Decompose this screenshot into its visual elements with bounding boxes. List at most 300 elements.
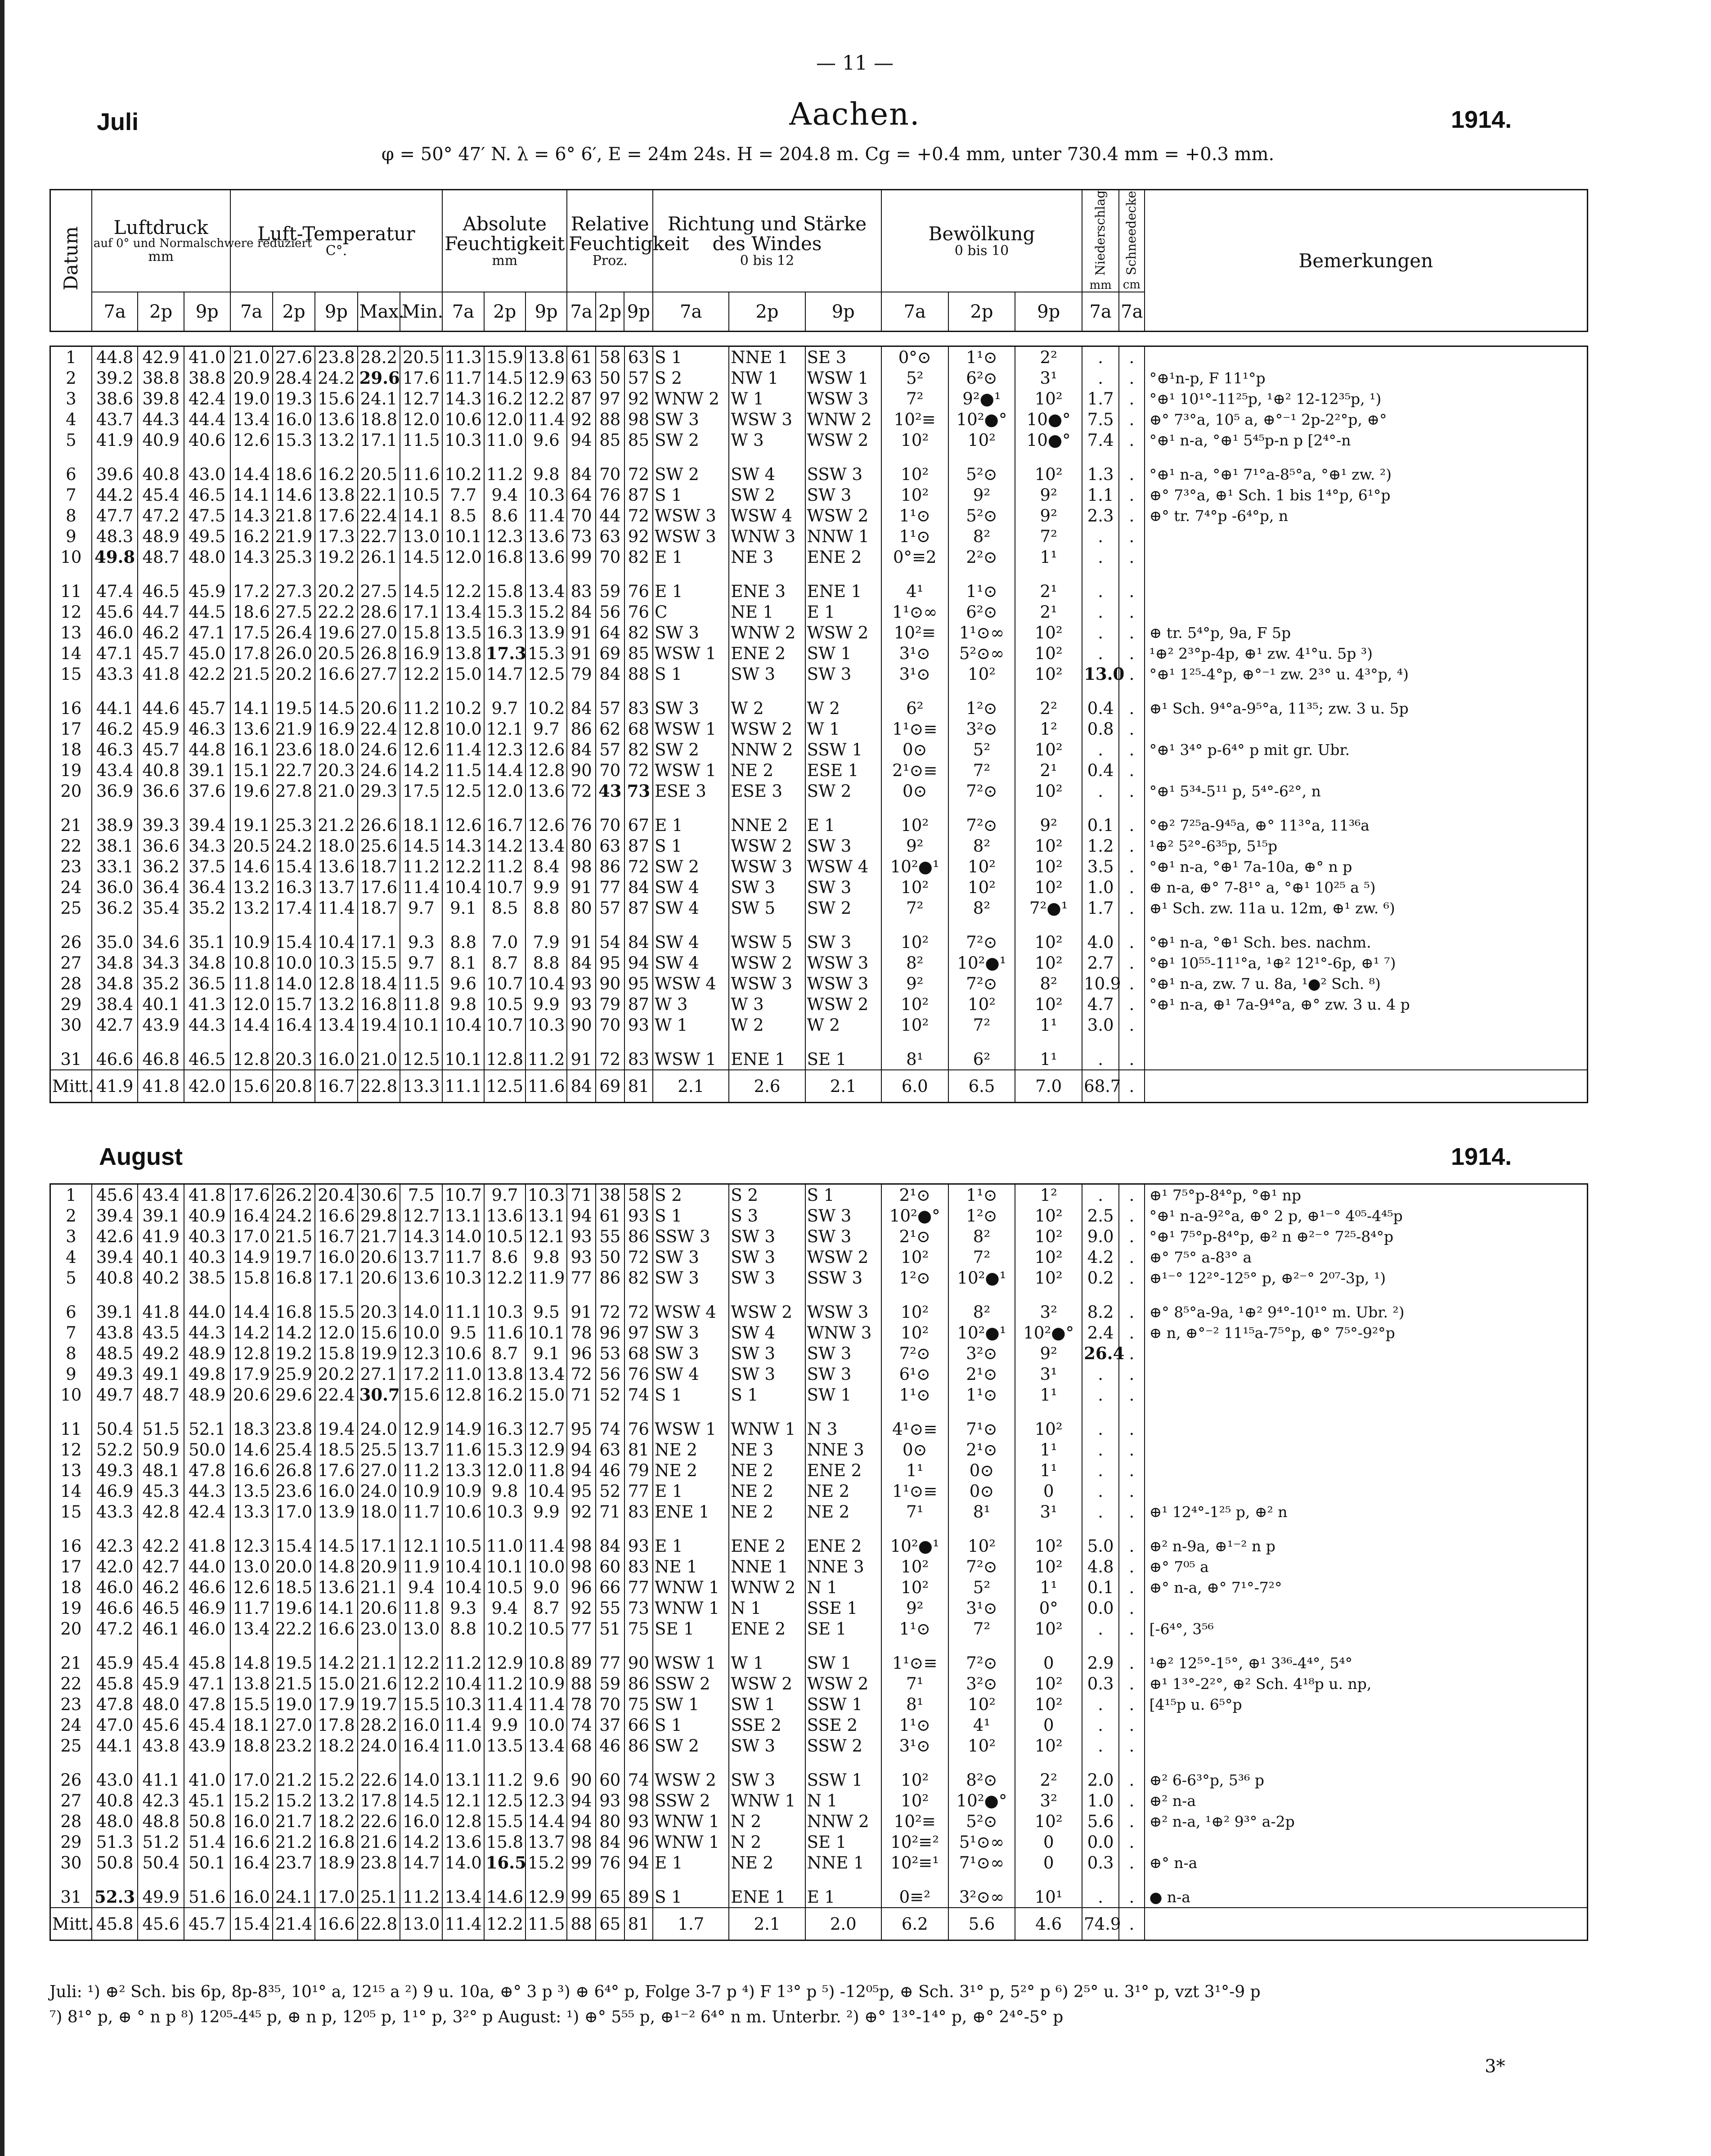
table-cell: 1¹⊙ — [948, 1184, 1015, 1206]
table-cell: 70 — [596, 1015, 624, 1035]
table-cell: 34.3 — [184, 835, 230, 856]
spacer-cell — [729, 1288, 805, 1302]
table-cell: 1¹⊙≡ — [881, 1481, 948, 1501]
table-cell: 2² — [1015, 346, 1082, 368]
table-cell: 10.4 — [525, 973, 567, 994]
table-cell: 20.6 — [230, 1384, 273, 1405]
table-cell: 76 — [596, 485, 624, 505]
table-cell: 16.3 — [484, 622, 525, 643]
table-cell: 10² — [1015, 739, 1082, 760]
spacer-cell — [805, 1405, 881, 1419]
table-cell: 9.9 — [525, 1501, 567, 1522]
table-cell: 25.3 — [273, 547, 315, 567]
table-cell: 46.3 — [92, 739, 138, 760]
table-cell: 10² — [881, 1770, 948, 1790]
table-cell: 66 — [596, 1577, 624, 1598]
table-cell: 8.5 — [442, 505, 484, 526]
table-cell: 22 — [50, 1673, 92, 1694]
mean-cell: 4.6 — [1015, 1908, 1082, 1940]
table-cell: 23.8 — [358, 1852, 400, 1873]
mean-cell: 6.2 — [881, 1908, 948, 1940]
table-cell: 72 — [567, 1364, 596, 1384]
table-cell: 35.2 — [138, 973, 184, 994]
table-cell: 48.0 — [92, 1811, 138, 1832]
table-cell: 0.1 — [1082, 815, 1119, 835]
table-cell: 44.8 — [92, 346, 138, 368]
table-cell: 18.5 — [315, 1439, 357, 1460]
table-cell: 11.7 — [442, 368, 484, 388]
table-cell: 12.3 — [400, 1343, 442, 1364]
table-cell: 19.3 — [273, 388, 315, 409]
table-cell: 98 — [567, 856, 596, 877]
table-row — [50, 1460, 1588, 1481]
table-cell: S 1 — [653, 835, 729, 856]
table-row — [50, 1267, 1588, 1288]
table-cell: 15.2 — [315, 1770, 357, 1790]
mean-cell: 2.6 — [729, 1070, 805, 1103]
table-cell: 14.1 — [230, 485, 273, 505]
table-cell: 12.2 — [400, 1653, 442, 1673]
table-cell: 20.5 — [315, 643, 357, 664]
table-cell: SSE 2 — [805, 1715, 881, 1735]
table-cell: 38.5 — [184, 1267, 230, 1288]
table-cell: ⊕° 7³°a, ⊕¹ Sch. 1 bis 1⁴°p, 6¹°p — [1145, 485, 1588, 505]
spacer-cell — [881, 1405, 948, 1419]
table-cell: 10² — [881, 1247, 948, 1267]
table-cell: ESE 1 — [805, 760, 881, 781]
table-cell: WSW 3 — [805, 388, 881, 409]
spacer-cell — [184, 1873, 230, 1886]
table-cell: 64 — [596, 622, 624, 643]
table-cell: 15.5 — [484, 1811, 525, 1832]
table-cell: 41.8 — [138, 664, 184, 684]
table-cell: WSW 1 — [653, 1653, 729, 1673]
spacer-cell — [805, 1873, 881, 1886]
table-cell: 7.4 — [1082, 430, 1119, 450]
table-cell: 59 — [596, 1673, 624, 1694]
table-cell: 48.9 — [184, 1343, 230, 1364]
table-cell: 27.8 — [273, 781, 315, 801]
table-cell: SW 3 — [729, 1343, 805, 1364]
table-cell: 3²⊙ — [948, 1673, 1015, 1694]
table-cell: 12.0 — [484, 1460, 525, 1481]
table-cell: 44.3 — [184, 1322, 230, 1343]
table-cell: 10.4 — [315, 932, 357, 952]
table-cell: 47.4 — [92, 581, 138, 602]
table-row — [50, 994, 1588, 1015]
table-cell: 15.1 — [230, 760, 273, 781]
table-cell: 14.5 — [315, 698, 357, 719]
table-cell: 35.0 — [92, 932, 138, 952]
table-cell: 20.2 — [315, 581, 357, 602]
table-row — [50, 1247, 1588, 1267]
table-cell: 10.1 — [442, 1049, 484, 1070]
table-cell: 13.8 — [230, 1673, 273, 1694]
table-cell: 2¹⊙ — [948, 1364, 1015, 1384]
mean-cell: 12.5 — [484, 1070, 525, 1103]
table-cell: 72 — [596, 1049, 624, 1070]
col-2p: 2p — [729, 292, 805, 332]
table-cell: 10.5 — [525, 1618, 567, 1639]
table-cell: 10.6 — [442, 1343, 484, 1364]
table-cell: E 1 — [653, 581, 729, 602]
table-cell: 1 — [50, 346, 92, 368]
table-cell: S 1 — [653, 1886, 729, 1908]
table-cell: 15.2 — [230, 1790, 273, 1811]
table-cell: WSW 2 — [653, 1770, 729, 1790]
spacer-cell — [442, 1522, 484, 1536]
table-cell: ENE 1 — [653, 1501, 729, 1522]
mean-cell: 69 — [596, 1070, 624, 1103]
footnote-line: ⁷) 8¹° p, ⊕ ° n p ⁸) 12⁰⁵-4⁴⁵ p, ⊕ n p, 12⁰⁵ p, 1¹° p, 3²° p August: ¹) ⊕° 5⁵⁵ p, ⊕¹⁻² 6⁴° n m. Unterbr. ²) ⊕° 1³°-1⁴° p, ⊕° 2⁴°-5° p — [49, 2008, 1064, 2026]
table-cell: 13 — [50, 622, 92, 643]
table-cell: 11.4 — [442, 739, 484, 760]
table-cell: 43.4 — [138, 1184, 184, 1206]
table-cell: 2.3 — [1082, 505, 1119, 526]
spacer-cell — [624, 918, 653, 932]
table-cell: 12.1 — [442, 1790, 484, 1811]
table-row — [50, 1439, 1588, 1460]
spacer-cell — [948, 1522, 1015, 1536]
table-cell: SW 1 — [805, 643, 881, 664]
spacer-cell — [50, 1756, 92, 1770]
table-cell: 22.2 — [315, 602, 357, 622]
mean-cell: 11.5 — [525, 1908, 567, 1940]
table-cell: 70 — [596, 760, 624, 781]
table-cell: 14.5 — [400, 835, 442, 856]
table-cell: WSW 2 — [805, 1673, 881, 1694]
table-cell: 2 — [50, 1205, 92, 1226]
table-cell: 83 — [624, 698, 653, 719]
table-cell: SW 2 — [729, 485, 805, 505]
table-cell: 46.2 — [92, 719, 138, 739]
table-cell: 43.9 — [184, 1735, 230, 1756]
table-cell: 1.1 — [1082, 485, 1119, 505]
table-cell: 21.1 — [358, 1653, 400, 1673]
spacer-cell — [315, 918, 357, 932]
spacer-cell — [484, 1405, 525, 1419]
header-absolute-feuchtigkeit: Absolute Feuchtigkeit mm — [442, 190, 567, 292]
table-cell: SSW 3 — [653, 1226, 729, 1247]
spacer-cell — [881, 1756, 948, 1770]
table-cell: . — [1082, 581, 1119, 602]
table-cell: . — [1082, 1618, 1119, 1639]
table-cell: . — [1119, 760, 1144, 781]
table-cell: 10.6 — [442, 409, 484, 430]
spacer-cell — [624, 1522, 653, 1536]
table-cell: 12.2 — [400, 664, 442, 684]
table-cell: . — [1119, 1556, 1144, 1577]
table-cell: 41.1 — [138, 1770, 184, 1790]
table-cell: 12.0 — [484, 409, 525, 430]
table-cell: 84 — [567, 602, 596, 622]
table-cell: 27 — [50, 952, 92, 973]
year-label: 1914. — [1451, 1143, 1512, 1170]
juli-data-table — [49, 346, 1588, 1103]
table-cell: 15.6 — [400, 1384, 442, 1405]
spacer-cell — [184, 1405, 230, 1419]
spacer-cell — [315, 450, 357, 464]
table-cell: 94 — [567, 1460, 596, 1481]
spacer-cell — [525, 1035, 567, 1049]
table-cell: 16.0 — [400, 1811, 442, 1832]
table-row — [50, 781, 1588, 801]
table-cell: 10.5 — [484, 1226, 525, 1247]
table-cell: 17.1 — [358, 430, 400, 450]
table-cell: 14.2 — [484, 835, 525, 856]
table-cell: °⊕¹ n-a, °⊕¹ Sch. bes. nachm. — [1145, 932, 1588, 952]
table-cell: 15.9 — [484, 346, 525, 368]
spacer-cell — [400, 1873, 442, 1886]
table-cell: . — [1082, 1886, 1119, 1908]
table-cell: 17 — [50, 719, 92, 739]
table-cell: SSE 1 — [805, 1598, 881, 1618]
table-cell: 84 — [624, 932, 653, 952]
spacer-cell — [1082, 1405, 1119, 1419]
table-cell: . — [1119, 856, 1144, 877]
spacer-cell — [1015, 1405, 1082, 1419]
table-cell: 46.0 — [92, 1577, 138, 1598]
table-cell: 7²⊙ — [881, 1343, 948, 1364]
table-cell: 10²≡² — [881, 1832, 948, 1852]
table-cell: 8.6 — [484, 1247, 525, 1267]
table-cell: 3² — [1015, 1302, 1082, 1322]
table-cell: 2.4 — [1082, 1322, 1119, 1343]
mean-cell: 81 — [624, 1908, 653, 1940]
table-cell: 7²⊙ — [948, 1556, 1015, 1577]
table-cell: 7²⊙ — [948, 1653, 1015, 1673]
table-cell: SW 2 — [653, 430, 729, 450]
table-cell: 43.8 — [138, 1735, 184, 1756]
spacer-cell — [948, 1873, 1015, 1886]
spacer-cell — [624, 684, 653, 698]
table-cell: WNW 1 — [653, 1811, 729, 1832]
table-cell: 42.9 — [138, 346, 184, 368]
table-cell: 17.6 — [315, 1460, 357, 1481]
table-cell: 11.9 — [400, 1556, 442, 1577]
spacer-cell — [184, 1288, 230, 1302]
table-cell: 39.4 — [184, 815, 230, 835]
mean-cell: 16.6 — [315, 1908, 357, 1940]
table-cell: 70 — [596, 1694, 624, 1715]
table-cell: 20.2 — [315, 1364, 357, 1384]
table-cell: 10.7 — [484, 973, 525, 994]
table-cell: 17.0 — [273, 1501, 315, 1522]
table-cell: 46.9 — [184, 1598, 230, 1618]
page-number: — 11 — — [816, 52, 894, 75]
mean-cell: 45.7 — [184, 1908, 230, 1940]
table-cell: 45.4 — [138, 1653, 184, 1673]
spacer-cell — [92, 1035, 138, 1049]
spacer-cell — [273, 567, 315, 581]
mean-cell: 41.9 — [92, 1070, 138, 1103]
table-cell: 18.2 — [315, 1811, 357, 1832]
mean-cell: Mitt. — [50, 1908, 92, 1940]
table-cell: 9.7 — [400, 898, 442, 918]
table-cell: 13.4 — [230, 1618, 273, 1639]
table-cell: . — [1119, 1598, 1144, 1618]
table-cell: SW 1 — [653, 1694, 729, 1715]
table-cell: 19.6 — [273, 1598, 315, 1618]
spacer-cell — [92, 1522, 138, 1536]
table-cell: 13.6 — [525, 781, 567, 801]
table-cell: 17.5 — [400, 781, 442, 801]
table-cell: . — [1119, 388, 1144, 409]
table-cell: 59 — [596, 581, 624, 602]
table-cell: 26 — [50, 1770, 92, 1790]
mean-cell: 15.4 — [230, 1908, 273, 1940]
table-cell: 26.1 — [358, 547, 400, 567]
spacer-cell — [805, 450, 881, 464]
spacer-cell — [50, 450, 92, 464]
table-cell: 10²●¹ — [948, 1267, 1015, 1288]
table-cell: 16.0 — [230, 1811, 273, 1832]
table-cell: 12.8 — [525, 760, 567, 781]
table-cell: 86 — [624, 1735, 653, 1756]
table-cell: 14.0 — [400, 1302, 442, 1322]
table-cell: 3 — [50, 1226, 92, 1247]
spacer-cell — [1145, 450, 1588, 464]
table-cell: 17.1 — [315, 1267, 357, 1288]
spacer-cell — [881, 1873, 948, 1886]
table-row — [50, 1049, 1588, 1070]
spacer-cell — [624, 1639, 653, 1653]
spacer-cell — [442, 684, 484, 698]
table-cell: 81 — [624, 1439, 653, 1460]
table-row — [50, 1015, 1588, 1035]
table-cell: SSW 1 — [805, 1694, 881, 1715]
table-row — [50, 1673, 1588, 1694]
august-data-table — [49, 1183, 1588, 1941]
table-cell: 20.5 — [400, 346, 442, 368]
table-cell: 18.0 — [358, 1501, 400, 1522]
table-cell: . — [1119, 1536, 1144, 1556]
table-cell: 13.5 — [230, 1481, 273, 1501]
table-cell: ENE 2 — [805, 1536, 881, 1556]
spacer-cell — [948, 1288, 1015, 1302]
table-cell: 13.2 — [230, 898, 273, 918]
table-cell: 47.1 — [92, 643, 138, 664]
table-cell: 1.7 — [1082, 898, 1119, 918]
spacer-cell — [400, 1522, 442, 1536]
table-cell: SW 4 — [729, 1322, 805, 1343]
table-cell: °⊕¹ n-a, °⊕¹ 7a-10a, ⊕° n p — [1145, 856, 1588, 877]
table-cell: 10² — [881, 464, 948, 485]
table-cell: 2¹ — [1015, 581, 1082, 602]
table-cell: 7² — [948, 1247, 1015, 1267]
table-cell: 13.1 — [442, 1205, 484, 1226]
table-cell: 14.5 — [315, 1536, 357, 1556]
table-cell: 88 — [624, 664, 653, 684]
table-cell: 30.6 — [358, 1184, 400, 1206]
table-cell: 45.7 — [138, 739, 184, 760]
table-cell: 84 — [596, 1536, 624, 1556]
footnote-line: Juli: ¹) ⊕² Sch. bis 6p, 8p-8³⁵, 10¹° a, 12¹⁵ a ²) 9 u. 10a, ⊕° 3 p ³) ⊕ 6⁴° p, Folge 3-7 p ⁴) F 1³° p ⁵) -12⁰⁵p, ⊕ Sch. 3¹° p, 5²° p ⁶) 2⁵° u. 3¹° p, vzt 3¹°-9 p — [49, 1983, 1261, 2001]
table-cell: SW 4 — [729, 464, 805, 485]
table-cell: 10.0 — [400, 1322, 442, 1343]
spacer-cell — [92, 1756, 138, 1770]
col-2p: 2p — [596, 292, 624, 332]
spacer-cell — [653, 1873, 729, 1886]
table-row — [50, 815, 1588, 835]
table-cell: 7.9 — [525, 932, 567, 952]
table-row — [50, 1715, 1588, 1735]
spacer-cell — [400, 918, 442, 932]
table-cell: 46.6 — [184, 1577, 230, 1598]
spacer-cell — [358, 1756, 400, 1770]
table-cell: 51.5 — [138, 1419, 184, 1439]
table-cell: 63 — [624, 346, 653, 368]
table-cell: 12.6 — [230, 1577, 273, 1598]
table-cell: 44.1 — [92, 1735, 138, 1756]
table-cell: 15.8 — [400, 622, 442, 643]
table-cell: 40.2 — [138, 1267, 184, 1288]
table-cell: 23.6 — [273, 1481, 315, 1501]
table-cell: °⊕¹ 10¹°-11²⁵p, ¹⊕² 12-12³⁵p, ¹) — [1145, 388, 1588, 409]
spacer-cell — [881, 1288, 948, 1302]
table-cell: 19.4 — [315, 1419, 357, 1439]
table-cell: 41.3 — [184, 994, 230, 1015]
table-cell: 13.6 — [525, 526, 567, 547]
table-cell: 45.6 — [92, 602, 138, 622]
table-cell: 47.0 — [92, 1715, 138, 1735]
table-cell: 17.8 — [230, 643, 273, 664]
table-cell: 43.7 — [92, 409, 138, 430]
table-cell: 65 — [596, 1886, 624, 1908]
table-cell: 22.7 — [273, 760, 315, 781]
table-cell — [1145, 1460, 1588, 1481]
spacer-cell — [805, 1639, 881, 1653]
table-cell: 7² — [948, 1618, 1015, 1639]
header-niederschlag: Niederschlag mm — [1082, 190, 1119, 292]
table-cell: 4¹⊙≡ — [881, 1419, 948, 1439]
spacer-cell — [273, 1522, 315, 1536]
table-cell: 46.6 — [92, 1049, 138, 1070]
table-cell: 30.7 — [358, 1384, 400, 1405]
table-cell: 43.8 — [92, 1322, 138, 1343]
table-cell: 12.9 — [525, 1886, 567, 1908]
table-cell: . — [1082, 526, 1119, 547]
spacer-cell — [525, 801, 567, 815]
mean-cell: 7.0 — [1015, 1070, 1082, 1103]
table-cell: SE 3 — [805, 346, 881, 368]
table-cell: 8.8 — [442, 932, 484, 952]
table-cell: 77 — [596, 1653, 624, 1673]
table-cell: SSE 2 — [729, 1715, 805, 1735]
table-cell: 11.2 — [400, 698, 442, 719]
table-cell: 21.9 — [273, 719, 315, 739]
table-cell: 50 — [596, 368, 624, 388]
table-cell: 15.4 — [273, 1536, 315, 1556]
table-cell: SW 3 — [653, 1343, 729, 1364]
table-cell: 9² — [1015, 485, 1082, 505]
table-cell: 84 — [567, 739, 596, 760]
table-cell: 27.0 — [273, 1715, 315, 1735]
spacer-cell — [92, 684, 138, 698]
col-9p: 9p — [315, 292, 357, 332]
spacer-cell — [184, 684, 230, 698]
spacer-cell — [1082, 1873, 1119, 1886]
table-cell: 58 — [596, 346, 624, 368]
spacer-cell — [230, 1639, 273, 1653]
table-cell: 9.1 — [525, 1343, 567, 1364]
table-cell: 8.7 — [484, 1343, 525, 1364]
spacer-cell — [525, 1639, 567, 1653]
table-cell: 44.3 — [138, 409, 184, 430]
spacer-cell — [138, 1288, 184, 1302]
table-cell: 9.8 — [525, 464, 567, 485]
table-cell: 31 — [50, 1049, 92, 1070]
